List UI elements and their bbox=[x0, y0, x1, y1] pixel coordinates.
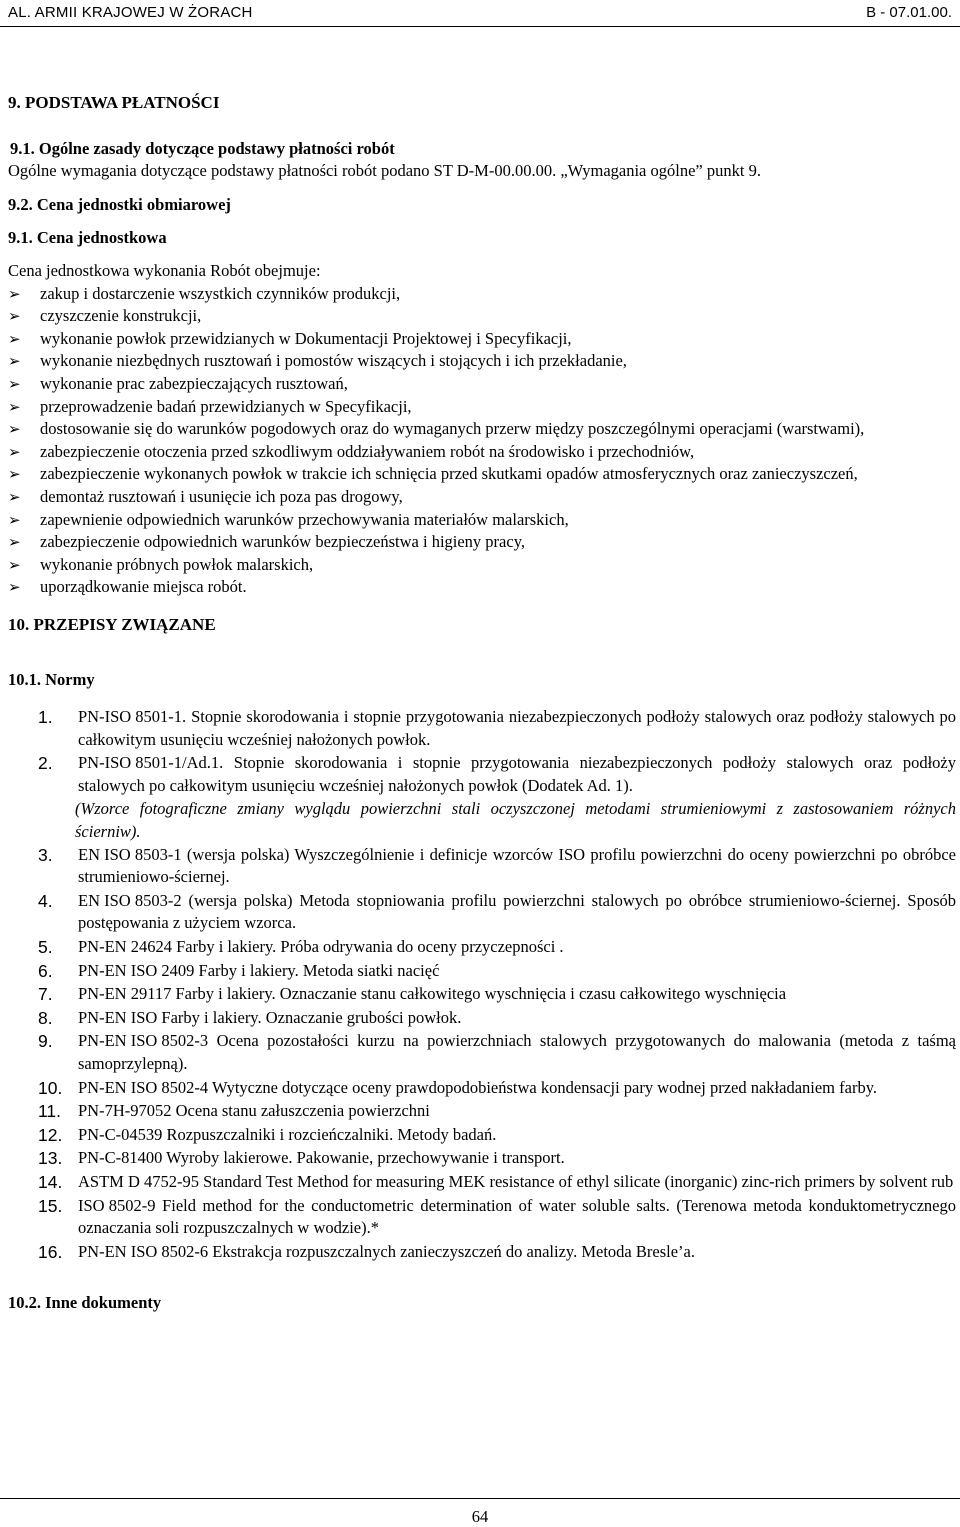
norm-note: (Wzorce fotograficzne zmiany wyglądu powierzchni stali oczyszczonej metodami strumieniowymi z zastosowaniem różnych ścierniw). bbox=[75, 799, 956, 842]
norm-description: Ekstrakcja rozpuszczalnych zanieczyszczeń do analizy. Metoda Bresle’a. bbox=[212, 1241, 695, 1261]
section-9-2-1-title: 9.1. Cena jednostkowa bbox=[8, 228, 167, 248]
bullet-text: zapewnienie odpowiednich warunków przechowywania materiałów malarskich, bbox=[40, 509, 569, 529]
arrow-bullet-icon: ➢ bbox=[8, 307, 21, 326]
section-10-1-title: 10.1. Normy bbox=[8, 670, 95, 690]
norm-number: 14. bbox=[38, 1171, 63, 1192]
arrow-bullet-icon: ➢ bbox=[8, 578, 21, 597]
bullet-item bbox=[8, 373, 956, 396]
norm-description: Ocena stanu załuszczenia powierzchni bbox=[175, 1101, 430, 1121]
norm-number: 8. bbox=[38, 1007, 53, 1028]
norm-description: Rozpuszczalniki i rozcieńczalniki. Metody badań. bbox=[166, 1124, 497, 1144]
norm-item bbox=[8, 890, 956, 935]
norm-code: PN-EN ISO 2409 bbox=[78, 960, 195, 980]
bullet-text: demontaż rusztowań i usunięcie ich poza pas drogowy, bbox=[40, 486, 403, 506]
bullet-text: wykonanie powłok przewidzianych w Dokumentacji Projektowej i Specyfikacji, bbox=[40, 328, 572, 348]
bullet-item bbox=[8, 576, 956, 599]
norm-number: 5. bbox=[38, 937, 53, 957]
norm-item bbox=[8, 1030, 956, 1075]
arrow-bullet-icon: ➢ bbox=[8, 442, 21, 461]
bullet-item bbox=[8, 350, 956, 373]
section-9-2-title: 9.2. Cena jednostki obmiarowej bbox=[8, 194, 231, 214]
norm-code: PN-EN ISO 8502-3 bbox=[78, 1031, 209, 1051]
norm-number: 16. bbox=[38, 1241, 63, 1262]
norm-description: (wersja polska) Wyszczególnienie i definicje wzorców ISO profilu powierzchni do oceny powierzchni po obróbce strumieniowo-ściernej. bbox=[78, 844, 957, 887]
bullet-item bbox=[8, 509, 956, 532]
norm-item bbox=[8, 1147, 956, 1170]
arrow-bullet-icon: ➢ bbox=[8, 397, 21, 416]
section-9-1-text: Ogólne wymagania dotyczące podstawy płatności robót podano ST D-M-00.00.00. „Wymagania ogólne” punkt 9. bbox=[8, 161, 761, 181]
bullet-text: wykonanie prac zabezpieczających rusztowań, bbox=[40, 373, 348, 393]
section-10-2-title: 10.2. Inne dokumenty bbox=[8, 1293, 162, 1313]
section-9-1-title: 9.1. Ogólne zasady dotyczące podstawy płatności robót bbox=[10, 138, 395, 158]
page-header bbox=[0, 0, 960, 30]
arrow-bullet-icon: ➢ bbox=[8, 465, 21, 484]
header-address: AL. ARMII KRAJOWEJ W ŻORACH bbox=[8, 4, 253, 21]
page-number: 64 bbox=[471, 1507, 489, 1526]
norms-list bbox=[8, 706, 956, 1263]
norm-code: ASTM D 4752-95 bbox=[78, 1171, 200, 1191]
norm-code: PN-EN 24624 bbox=[78, 937, 172, 956]
norm-description: Farby i lakiery. Oznaczanie grubości powłok. bbox=[161, 1007, 462, 1027]
bullet-item bbox=[8, 531, 956, 554]
norm-code: EN ISO 8503-2 bbox=[78, 890, 182, 910]
bullet-item bbox=[8, 463, 956, 486]
bullet-text: zakup i dostarczenie wszystkich czynników produkcji, bbox=[40, 283, 401, 303]
norm-code: PN-ISO 8501-1/Ad.1. bbox=[78, 753, 224, 773]
norm-description: Standard Test Method for measuring MEK resistance of ethyl silicate (inorganic) zinc-rich primers by solvent rub bbox=[203, 1171, 954, 1191]
norm-number: 7. bbox=[38, 984, 53, 1005]
bullet-text: wykonanie niezbędnych rusztowań i pomostów wiszących i stojących i ich przekładanie, bbox=[40, 351, 627, 371]
norm-number: 12. bbox=[38, 1124, 63, 1145]
norm-code: PN-C-81400 bbox=[78, 1148, 163, 1168]
norm-description: Wyroby lakierowe. Pakowanie, przechowywanie i transport. bbox=[166, 1148, 565, 1168]
section-10-title: 10. PRZEPISY ZWIĄZANE bbox=[8, 614, 216, 634]
bullet-text: przeprowadzenie badań przewidzianych w Specyfikacji, bbox=[40, 396, 412, 416]
arrow-bullet-icon: ➢ bbox=[8, 487, 21, 506]
norm-code: PN-C-04539 bbox=[78, 1124, 163, 1144]
norm-item bbox=[8, 1171, 956, 1194]
arrow-bullet-icon: ➢ bbox=[8, 329, 21, 348]
norm-item bbox=[8, 983, 956, 1006]
norm-code: PN-EN ISO 8502-4 bbox=[78, 1077, 209, 1097]
norm-item bbox=[8, 844, 956, 889]
norm-code: PN-EN ISO bbox=[78, 1007, 158, 1027]
norm-number: 6. bbox=[38, 960, 53, 981]
bullet-item bbox=[8, 418, 956, 441]
norm-item bbox=[8, 1100, 956, 1123]
norm-code: PN-EN 29117 bbox=[78, 984, 172, 1004]
bullet-item bbox=[8, 441, 956, 464]
norm-code: PN-7H-97052 bbox=[78, 1101, 172, 1121]
norm-code: PN-EN ISO 8502-6 bbox=[78, 1241, 209, 1261]
footer-rule bbox=[0, 1498, 960, 1499]
norm-description: Field method for the conductometric determination of water soluble salts. (Terenowa metoda konduktometrycznego oznaczania soli rozpuszczalnych w wodzie).* bbox=[78, 1195, 957, 1238]
norm-item bbox=[8, 1124, 956, 1147]
arrow-bullet-icon: ➢ bbox=[8, 533, 21, 552]
norm-description: Stopnie skorodowania i stopnie przygotowania niezabezpieczonych podłoży stalowych oraz podłoży stalowych po całkowitym usunięciu wcześniej nałożonych powłok. bbox=[78, 707, 957, 749]
norm-description: Farby i lakiery. Próba odrywania do oceny przyczepności . bbox=[176, 937, 564, 956]
norm-code: EN ISO 8503-1 bbox=[78, 844, 182, 864]
norm-code: ISO 8502-9 bbox=[78, 1195, 156, 1215]
header-rule bbox=[0, 26, 960, 27]
norm-code: PN-ISO 8501-1. bbox=[78, 707, 187, 727]
norm-number: 15. bbox=[38, 1195, 63, 1216]
norm-number: 10. bbox=[38, 1077, 63, 1098]
bullet-item bbox=[8, 554, 956, 577]
bullet-text: zabezpieczenie odpowiednich warunków bezpieczeństwa i higieny pracy, bbox=[40, 532, 526, 552]
norm-item bbox=[8, 1241, 956, 1264]
arrow-bullet-icon: ➢ bbox=[8, 555, 21, 574]
arrow-bullet-icon: ➢ bbox=[8, 374, 21, 393]
bullet-item bbox=[8, 396, 956, 419]
norm-number: 1. bbox=[38, 707, 53, 728]
norm-number: 4. bbox=[38, 890, 53, 911]
norm-number: 2. bbox=[38, 753, 53, 774]
norm-description: Farby i lakiery. Metoda siatki nacięć bbox=[198, 960, 440, 980]
header-spec-code: B - 07.01.00. bbox=[866, 4, 952, 21]
unit-price-intro: Cena jednostkowa wykonania Robót obejmuje: bbox=[8, 260, 321, 280]
bullet-item bbox=[8, 486, 956, 509]
document-body bbox=[8, 92, 956, 1315]
norm-description: Wytyczne dotyczące oceny prawdopodobieństwa kondensacji pary wodnej przed nakładaniem farby. bbox=[212, 1077, 878, 1097]
bullet-item bbox=[8, 305, 956, 328]
unit-price-scope-list bbox=[8, 283, 956, 599]
norm-description: Ocena pozostałości kurzu na powierzchniach stalowych przygotowanych do malowania (metoda z taśmą samoprzylepną). bbox=[78, 1031, 957, 1073]
norm-description: Stopnie skorodowania i stopnie przygotowania niezabezpieczonych podłoży stalowych oraz podłoży stalowych po całkowitym usunięciu wcześniej nałożonych powłok (Dodatek Ad. 1). bbox=[78, 753, 956, 795]
norm-description: (wersja polska) Metoda stopniowania profilu powierzchni stalowych po obróbce strumieniowo-ściernej. Sposób postępowania z użyciem wzorca. bbox=[78, 890, 956, 933]
bullet-text: dostosowanie się do warunków pogodowych oraz do wymaganych przerw między poszczególnymi operacjami (warstwami), bbox=[40, 419, 865, 439]
arrow-bullet-icon: ➢ bbox=[8, 510, 21, 529]
norm-number: 9. bbox=[38, 1031, 53, 1052]
arrow-bullet-icon: ➢ bbox=[8, 420, 21, 439]
norm-number: 3. bbox=[38, 844, 53, 865]
arrow-bullet-icon: ➢ bbox=[8, 352, 21, 371]
norm-item bbox=[8, 706, 956, 751]
bullet-item bbox=[8, 328, 956, 351]
bullet-item bbox=[8, 283, 956, 306]
bullet-text: zabezpieczenie wykonanych powłok w trakcie ich schnięcia przed skutkami opadów atmosferycznych oraz zanieczyszczeń, bbox=[40, 464, 858, 484]
norm-item bbox=[8, 1195, 956, 1240]
norm-item bbox=[8, 960, 956, 983]
norm-item bbox=[8, 752, 956, 797]
bullet-text: uporządkowanie miejsca robót. bbox=[40, 577, 247, 597]
norm-item bbox=[8, 1077, 956, 1100]
section-9-title: 9. PODSTAWA PŁATNOŚCI bbox=[8, 93, 220, 112]
norm-item bbox=[8, 1007, 956, 1030]
bullet-text: wykonanie próbnych powłok malarskich, bbox=[40, 554, 314, 574]
bullet-text: czyszczenie konstrukcji, bbox=[40, 306, 202, 326]
norm-description: Farby i lakiery. Oznaczanie stanu całkowitego wyschnięcia i czasu całkowitego wyschnięcia bbox=[175, 984, 787, 1004]
norm-number: 13. bbox=[38, 1148, 63, 1169]
norm-item bbox=[8, 936, 956, 959]
bullet-text: zabezpieczenie otoczenia przed szkodliwym oddziaływaniem robót na środowisko i przechodniów, bbox=[40, 441, 695, 461]
norm-number: 11. bbox=[38, 1101, 62, 1122]
arrow-bullet-icon: ➢ bbox=[8, 284, 21, 303]
